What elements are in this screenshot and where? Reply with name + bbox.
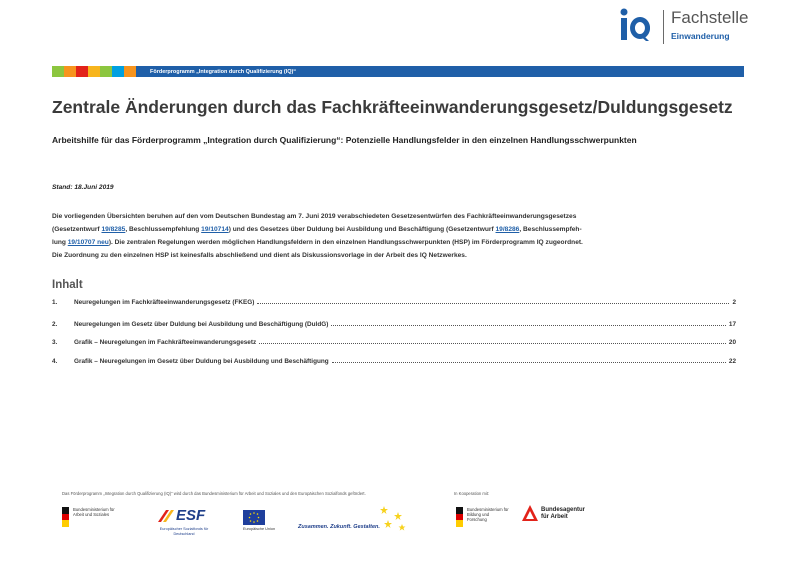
logo-divider: [663, 10, 664, 44]
toc-text: Neuregelungen im Gesetz über Duldung bei Ausbildung und Beschäftigung (DuldG): [74, 321, 329, 328]
german-flag-icon: [456, 507, 463, 527]
link-19-10714[interactable]: 19/10714: [201, 226, 229, 233]
toc-page: 22: [728, 358, 736, 365]
toc-number: 4.: [52, 358, 58, 365]
intro-line: lung 19/10707 neu). Die zentralen Regelungen werden möglichen Handlungsfeldern in den einzelnen Handlungsschwerpunkten (HSP) im Förderprogramm IQ zugeordnet.: [52, 239, 583, 246]
toc-title: Inhalt: [52, 279, 83, 291]
esf-stripes-icon: [156, 508, 176, 524]
page-subtitle: Arbeitshilfe für das Förderprogramm „Integration durch Qualifizierung“: Potenzielle Handlungsfelder in den einzelnen Handlungsschwerpunkten: [52, 135, 637, 145]
esf-subtext: Europäischer Sozialfonds für Deutschland: [159, 527, 209, 536]
iq-logo-icon: [620, 8, 650, 42]
banner-color-segment: [124, 66, 136, 77]
slogan: Zusammen. Zukunft. Gestalten.: [298, 524, 380, 530]
banner-color-segment: [76, 66, 88, 77]
intro-line: Die vorliegenden Übersichten beruhen auf den vom Deutschen Bundestag am 7. Juni 2019 verabschiedeten Gesetzesentwürfen des Fachkräfteeinwanderungsgesetzes: [52, 213, 577, 220]
brand-name: Fachstelle: [671, 8, 749, 27]
toc-entry-3[interactable]: [52, 336, 736, 346]
intro-line: (Gesetzentwurf 19/8285, Beschlussempfehlung 19/10714) und des Gesetzes über Duldung bei Ausbildung und Beschäftigung (Gesetzentwurf 19/8286, Beschlussempfeh-: [52, 226, 582, 233]
toc-entry-2[interactable]: [52, 318, 736, 328]
toc-page: 17: [728, 321, 736, 328]
toc-leader: [259, 343, 726, 344]
bmbf-text: Bundesministerium für Bildung und Forschung: [467, 507, 509, 522]
toc-text: Grafik – Neuregelungen im Fachkräfteeinwanderungsgesetz: [74, 339, 257, 346]
toc-number: 3.: [52, 339, 58, 346]
toc-text: Grafik – Neuregelungen im Gesetz über Duldung bei Ausbildung und Beschäftigung: [74, 358, 329, 365]
page-title: Zentrale Änderungen durch das Fachkräfteeinwanderungsgesetz/Duldungsgesetz: [52, 97, 733, 117]
ba-text: Bundesagentur für Arbeit: [541, 507, 586, 520]
banner-color-segment: [88, 66, 100, 77]
banner-text: Förderprogramm „Integration durch Qualifizierung (IQ)“: [150, 68, 297, 75]
toc-text: Neuregelungen im Fachkräfteeinwanderungsgesetz (FKEG): [74, 299, 255, 306]
footer-cooperation: In Kooperation mit:: [454, 491, 490, 496]
banner-color-segment: [100, 66, 112, 77]
eu-flag-icon: [243, 510, 265, 525]
esf-wordmark: ESF: [176, 507, 206, 524]
ba-logo-icon: [521, 504, 539, 522]
program-banner: [52, 66, 744, 77]
link-19-8286[interactable]: 19/8286: [495, 226, 520, 233]
date-stand: Stand: 18.Juni 2019: [52, 184, 114, 191]
esf-logo: [156, 507, 205, 525]
toc-entry-4[interactable]: [52, 355, 736, 365]
toc-entry-1[interactable]: [52, 296, 736, 306]
bmbf-logo: [456, 507, 509, 527]
brand-subname: Einwanderung: [671, 31, 730, 41]
toc-number: 2.: [52, 321, 58, 328]
link-19-10707[interactable]: 19/10707 neu: [67, 239, 109, 246]
footer-program-note: Das Förderprogramm „Integration durch Qualifizierung (IQ)“ wird durch das Bundesministerium für Arbeit und Soziales und den Europäischen Sozialfonds gefördert.: [62, 491, 366, 496]
bmas-text: Bundesministerium für Arbeit und Soziales: [73, 507, 115, 517]
toc-page: 20: [728, 339, 736, 346]
link-19-8285[interactable]: 19/8285: [101, 226, 126, 233]
bmas-logo: [62, 507, 115, 527]
intro-line: Die Zuordnung zu den einzelnen HSP ist keinesfalls abschließend und dient als Diskussionsvorlage in der Arbeit des IQ Netzwerkes.: [52, 252, 467, 259]
toc-leader: [331, 325, 726, 326]
banner-bar: [136, 66, 744, 77]
intro-paragraph: [52, 210, 742, 262]
toc-number: 1.: [52, 299, 58, 306]
toc-leader: [332, 362, 726, 363]
banner-color-segment: [64, 66, 76, 77]
stars-icon: [374, 504, 408, 534]
german-flag-icon: [62, 507, 69, 527]
toc-leader: [257, 303, 729, 304]
toc-page: 2: [732, 299, 736, 306]
banner-color-segment: [52, 66, 64, 77]
banner-color-segment: [112, 66, 124, 77]
eu-text: Europäische Union: [243, 527, 276, 531]
